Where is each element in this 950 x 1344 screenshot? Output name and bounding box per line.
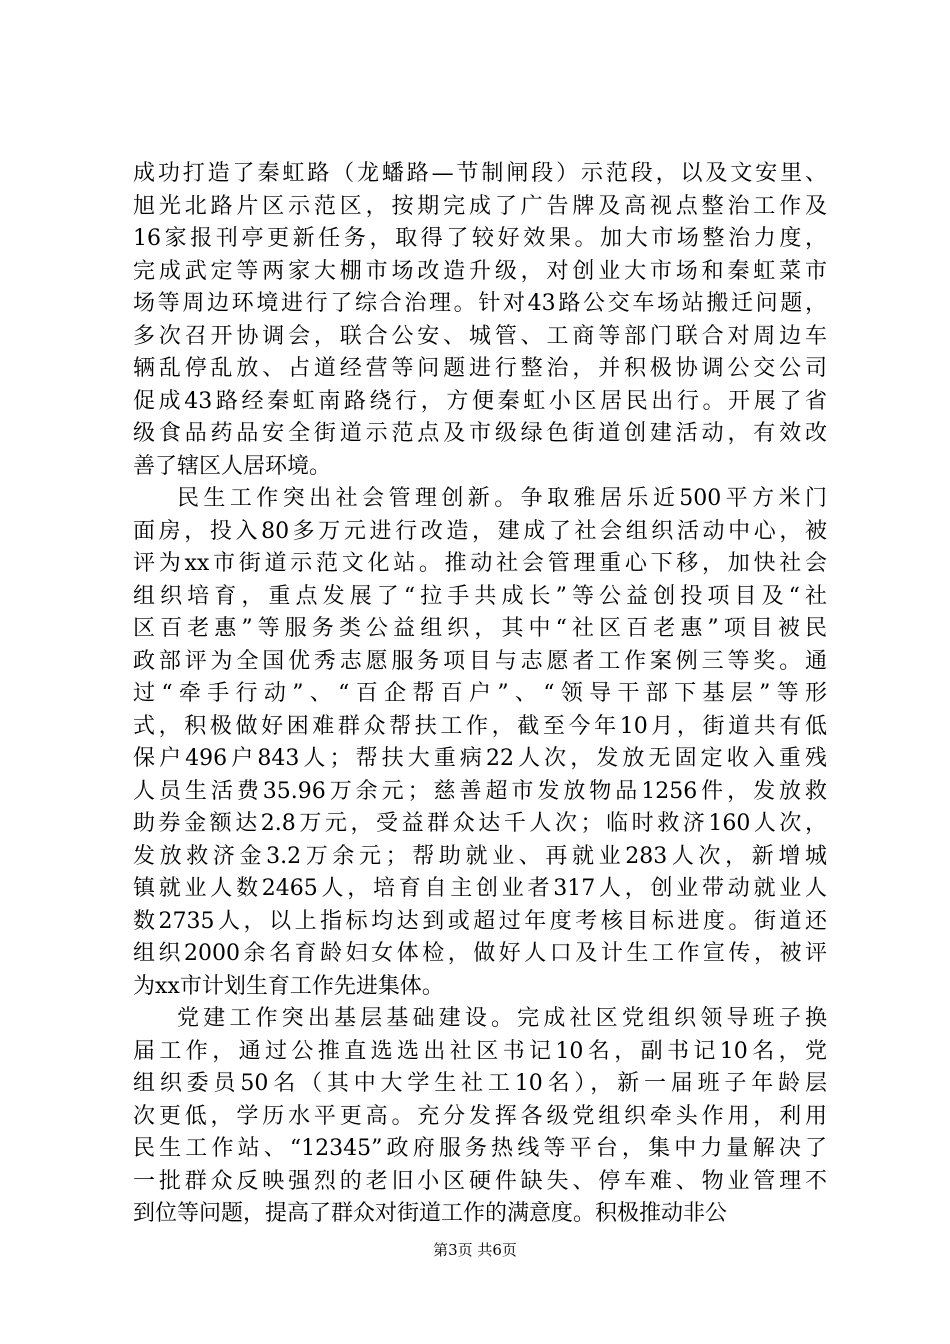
text-line: 善了辖区人居环境。 [133,453,332,479]
text-line: 保户496户843人；帮扶大重病22人次，发放无固定收入重残 [133,746,827,771]
text-line: 党建工作突出基层基础建设。完成社区党组织领导班子换 [177,1006,827,1031]
text-line: 16家报刊亭更新任务，取得了较好效果。加大市场整治力度， [133,226,827,251]
page-number-footer: 第3页 共6页 [433,1241,517,1259]
text-line: 数2735人，以上指标均达到或超过年度考核目标进度。街道还 [133,908,827,934]
text-line: 多次召开协调会，联合公安、城管、工商等部门联合对周边车 [133,323,827,349]
text-line: 人员生活费35.96万余元；慈善超市发放物品1256件，发放救 [133,778,827,804]
text-line: 级食品药品安全街道示范点及市级绿色街道创建活动，有效改 [133,421,827,446]
text-line: 组织培育，重点发展了“拉手共成长”等公益创投项目及“社 [133,583,827,609]
text-line: 评为xx市街道示范文化站。推动社会管理重心下移，加快社会 [133,551,827,576]
text-line: 政部评为全国优秀志愿服务项目与志愿者工作案例三等奖。通 [133,648,827,674]
text-line: 式，积极做好困难群众帮扶工作，截至今年10月，街道共有低 [133,713,827,739]
text-line: 镇就业人数2465人，培育自主创业者317人，创业带动就业人 [133,876,827,901]
text-line: 一批群众反映强烈的老旧小区硬件缺失、停车难、物业管理不 [133,1168,827,1194]
text-line: 促成43路经秦虹南路绕行，方便秦虹小区居民出行。开展了省 [133,388,827,414]
text-line: 场等周边环境进行了综合治理。针对43路公交车场站搬迁问题， [133,291,827,316]
text-line: 区百老惠”等服务类公益组织，其中“社区百老惠”项目被民 [133,616,827,641]
paragraph [133,158,827,483]
text-line: 民生工作站、“12345”政府服务热线等平台，集中力量解决了 [133,1136,827,1161]
text-line: 发放救济金3.2万余元；帮助就业、再就业283人次，新增城 [133,843,827,869]
text-line: 为xx市计划生育工作先进集体。 [133,973,444,999]
text-line: 次更低，学历水平更高。充分发挥各级党组织牵头作用，利用 [133,1103,827,1129]
text-line: 旭光北路片区示范区，按期完成了广告牌及高视点整治工作及 [133,193,827,219]
text-line: 组织2000余名育龄妇女体检，做好人口及计生工作宣传，被评 [133,941,827,966]
document-body [133,158,827,1231]
text-line: 面房，投入80多万元进行改造，建成了社会组织活动中心，被 [133,518,827,544]
text-line: 助券金额达2.8万元，受益群众达千人次；临时救济160人次， [133,811,827,836]
text-line: 辆乱停乱放、占道经营等问题进行整治，并积极协调公交公司 [133,356,827,381]
text-line: 届工作，通过公推直选选出社区书记10名，副书记10名，党 [133,1038,827,1064]
text-line: 成功打造了秦虹路（龙蟠路—节制闸段）示范段，以及文安里、 [133,161,827,186]
paragraph [133,483,827,1003]
text-line: 完成武定等两家大棚市场改造升级，对创业大市场和秦虹菜市 [133,258,827,284]
text-line: 到位等问题，提高了群众对街道工作的满意度。积极推动非公 [133,1201,728,1226]
text-line: 民生工作突出社会管理创新。争取雅居乐近500平方米门 [177,486,827,511]
text-line: 组织委员50名（其中大学生社工10名），新一届班子年龄层 [133,1071,827,1096]
text-line: 过“牵手行动”、“百企帮百户”、“领导干部下基层”等形 [133,681,827,706]
paragraph [133,1003,827,1231]
